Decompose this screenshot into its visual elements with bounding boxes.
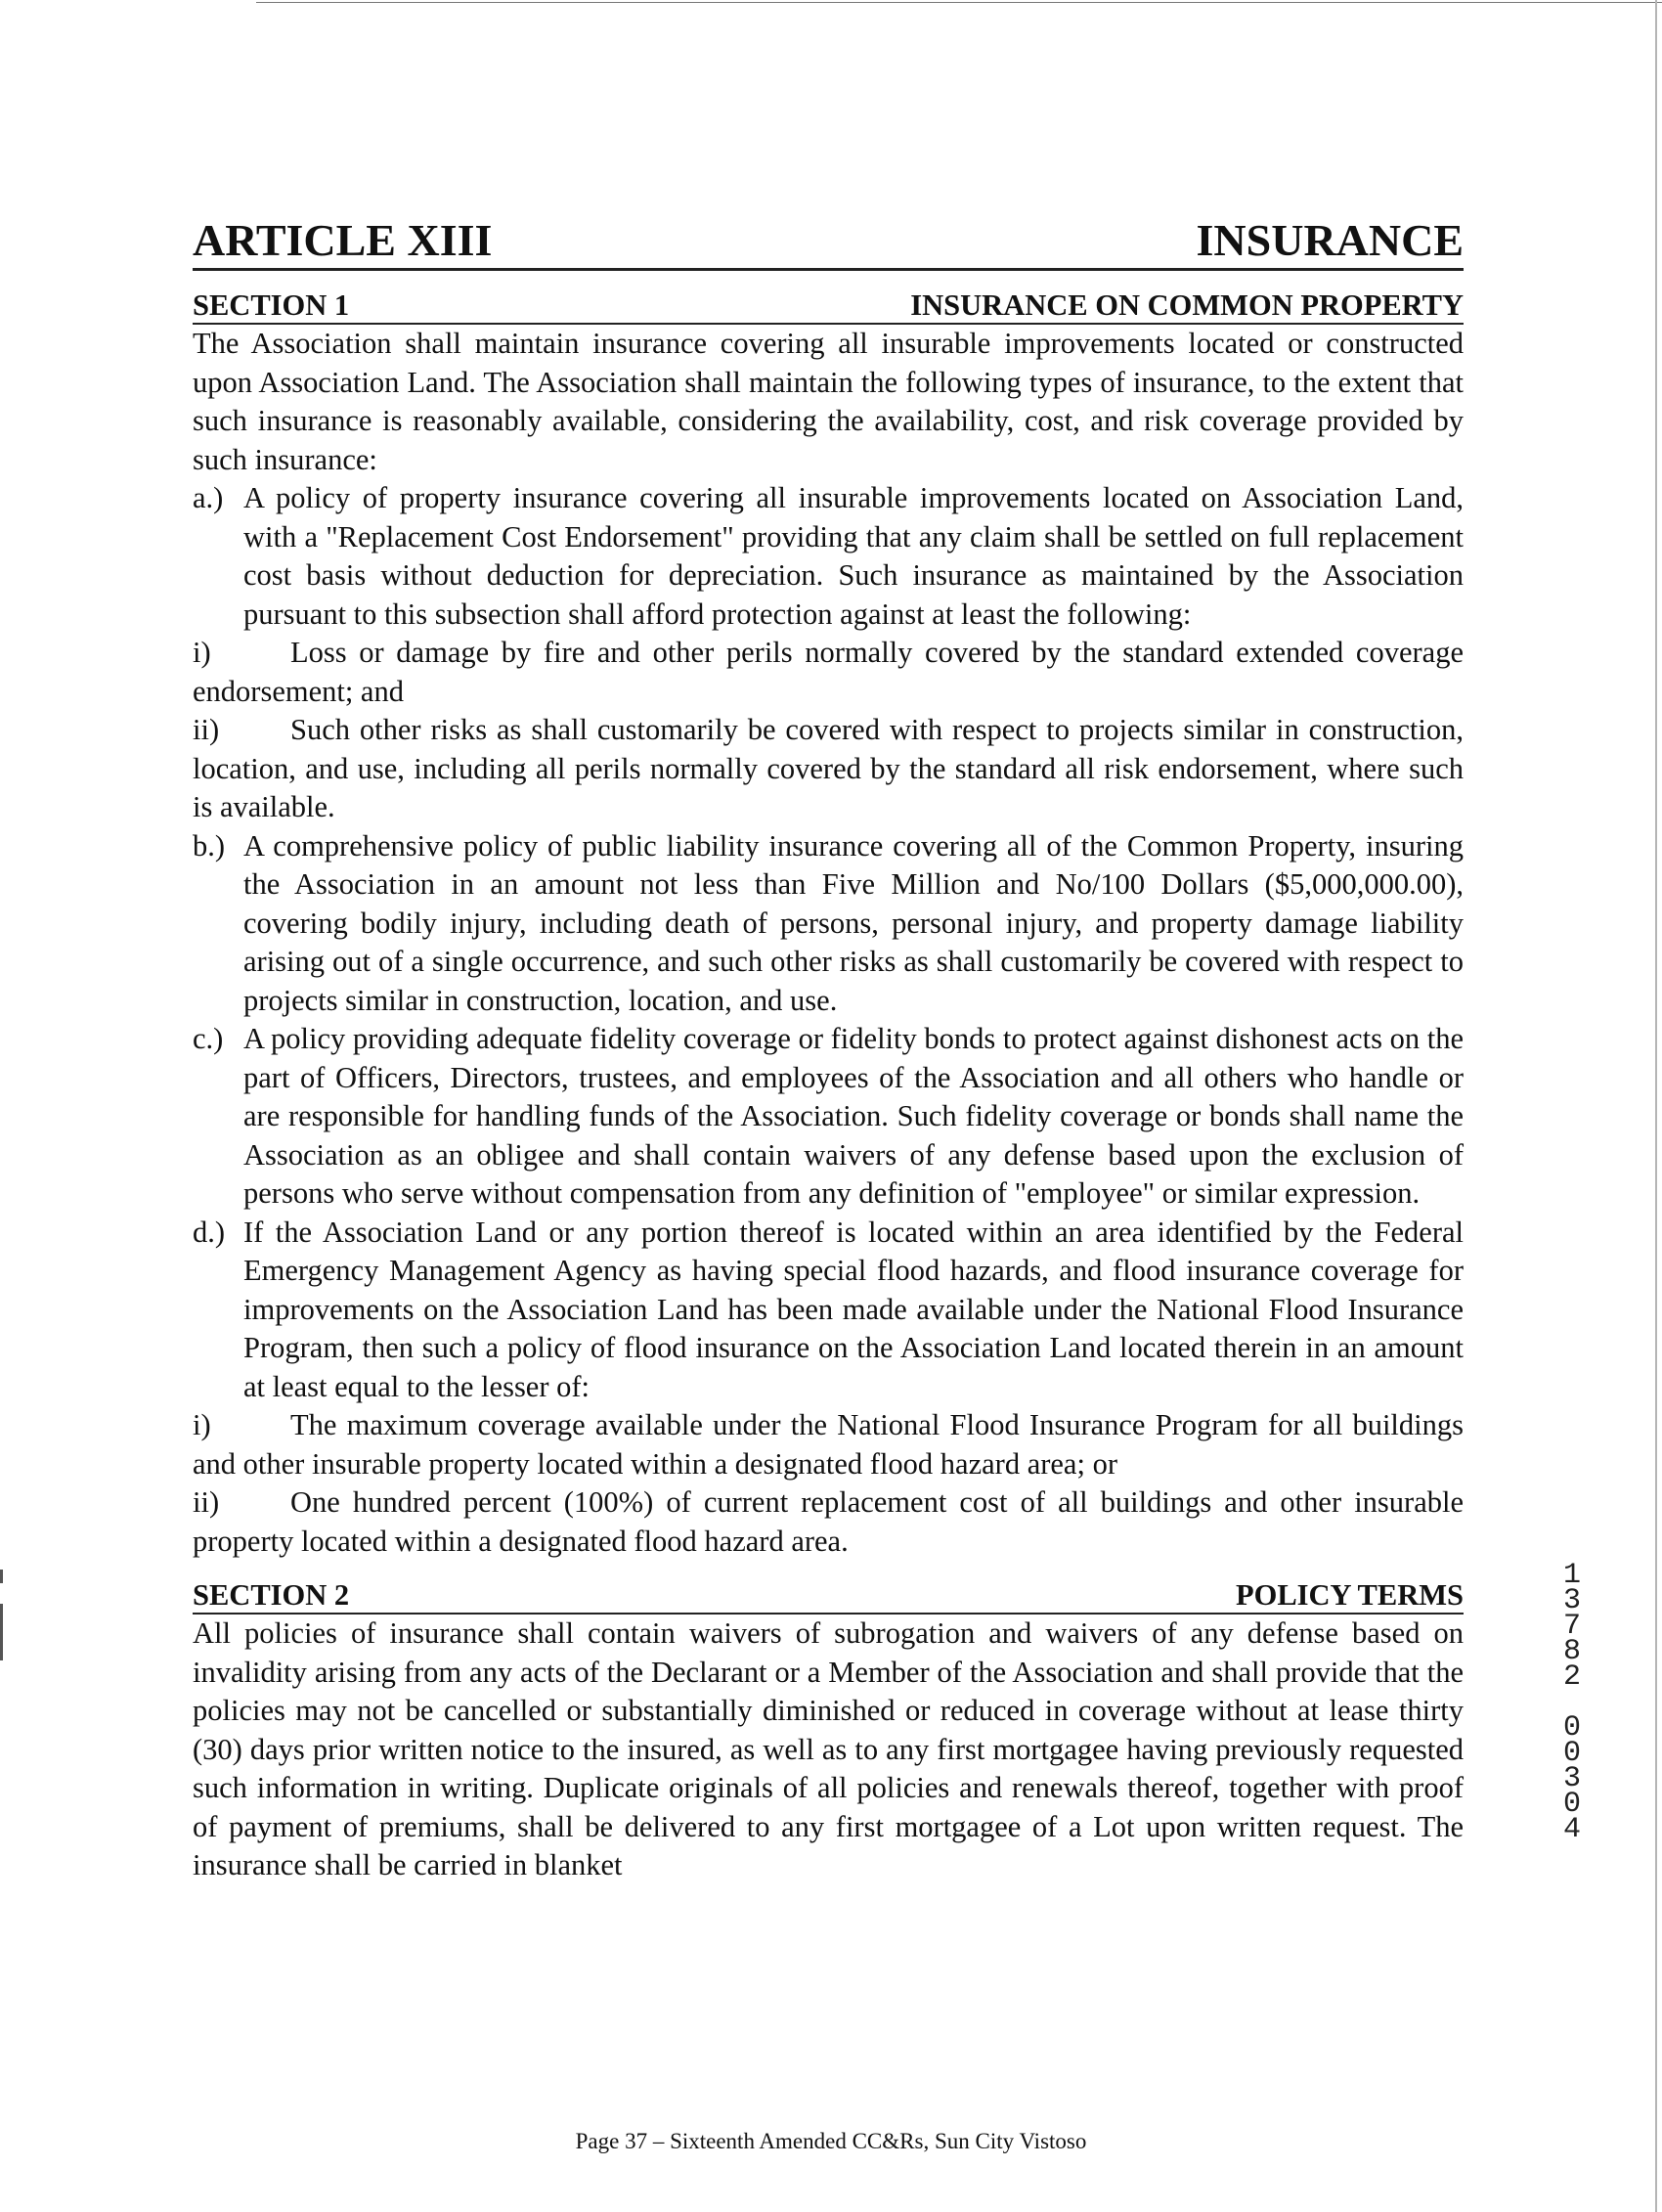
stamp-digit: 0 (1562, 1788, 1581, 1821)
sub-item-text: One hundred percent (100%) of current replacement cost of all buildings and other insurable property located within a designated flood hazard area. (193, 1485, 1464, 1558)
sub-item-d-ii: ii) One hundred percent (100%) of current replacement cost of all buildings and other insurable property located within a designated flood hazard area. (193, 1483, 1464, 1561)
section-1-title: INSURANCE ON COMMON PROPERTY (910, 288, 1464, 322)
document-page (193, 215, 1464, 1885)
section-2-label: SECTION 2 (193, 1578, 350, 1612)
sub-item-text: Loss or damage by fire and other perils normally covered by the standard extended coverage endorsement; and (193, 636, 1464, 708)
article-title: INSURANCE (1196, 215, 1464, 265)
sub-item-text: Such other risks as shall customarily be covered with respect to projects similar in construction, location, and use, including all perils normally covered by the standard all risk endorsement, where such is available. (193, 713, 1464, 823)
list-item-a (193, 479, 1464, 634)
sub-item-a-i: i) Loss or damage by fire and other perils normally covered by the standard extended coverage endorsement; and (193, 634, 1464, 711)
list-item-marker: c.) (193, 1022, 224, 1055)
left-scan-mark (0, 1570, 3, 1583)
section-2-text: All policies of insurance shall contain waivers of subrogation and waivers of any defense based on invalidity arising from any acts of the Declarant or a Member of the Association and shall provide that the policies may not be cancelled or substantially diminished or reduced in coverage without at lease thirty (30) days prior written notice to the insured, as well as to any first mortgagee having previously requested such information in writing. Duplicate originals of all policies and renewals thereof, together with proof of payment of premiums, shall be delivered to any first mortgagee of a Lot upon written request. The insurance shall be carried in blanket (193, 1616, 1464, 1881)
list-item-text: If the Association Land or any portion thereof is located within an area identified by the Federal Emergency Management Agency as having special flood hazards, and flood insurance coverage for improvements on the Association Land has been made available under the National Flood Insurance Program, then such a policy of flood insurance on the Association Land located therein in an amount at least equal to the lesser of: (243, 1215, 1464, 1403)
section-2-header (193, 1578, 1464, 1615)
article-number: ARTICLE XIII (193, 215, 493, 265)
section-1-label: SECTION 1 (193, 288, 350, 322)
article-header (193, 215, 1464, 271)
list-item-c (193, 1020, 1464, 1214)
top-edge-rule (256, 2, 1662, 3)
sub-item-text: The maximum coverage available under the National Flood Insurance Program for all buildings and other insurable property located within a designated flood hazard area; or (193, 1408, 1464, 1481)
stamp-digit: 3 (1562, 1584, 1581, 1617)
sub-item-d-i: i) The maximum coverage available under the National Flood Insurance Program for all buildings and other insurable property located within a designated flood hazard area; or (193, 1406, 1464, 1483)
right-page-edge (1655, 0, 1657, 2212)
list-item-text: A comprehensive policy of public liability insurance covering all of the Common Property, insuring the Association in an amount not less than Five Million and No/100 Dollars ($5,000,000.00), covering bodily injury, including death of persons, personal injury, and property damage liability arising out of a single occurrence, and such other risks as shall customarily be covered with respect to projects similar in construction, location, and use. (243, 828, 1464, 1017)
list-item-b (193, 827, 1464, 1021)
list-item-marker: b.) (193, 828, 226, 863)
recording-stamp (1557, 1559, 1587, 1846)
section-1-header (193, 288, 1464, 325)
stamp-digit: 2 (1562, 1660, 1581, 1694)
list-item-marker: d.) (193, 1215, 226, 1249)
stamp-digit: 3 (1562, 1762, 1581, 1795)
list-item-marker: a.) (193, 481, 224, 514)
stamp-digit: 4 (1562, 1813, 1581, 1846)
section-1-intro: The Association shall maintain insurance covering all insurable improvements located or constructed upon Association Land. The Association shall maintain the following types of insurance, to the extent that such insurance is reasonably available, considering the availability, cost, and risk coverage provided by such insurance: (193, 327, 1464, 476)
list-item-d (193, 1214, 1464, 1407)
sub-item-a-ii: ii) Such other risks as shall customarily be covered with respect to projects similar in construction, location, and use, including all perils normally covered by the standard all risk endorsement, where such is available. (193, 711, 1464, 827)
stamp-digit: 1 (1562, 1559, 1581, 1592)
section-2-title: POLICY TERMS (1235, 1578, 1464, 1612)
list-item-text: A policy of property insurance covering all insurable improvements located on Association Land, with a "Replacement Cost Endorsement" providing that any claim shall be settled on full replacement cost basis without deduction for depreciation. Such insurance as maintained by the Association pursuant to this subsection shall afford protection against at least the following: (243, 481, 1464, 631)
stamp-digit: 0 (1562, 1711, 1581, 1745)
stamp-digit: 8 (1562, 1635, 1581, 1668)
stamp-digit: 0 (1562, 1737, 1581, 1770)
stamp-digit: 7 (1562, 1610, 1581, 1643)
list-item-text: A policy providing adequate fidelity coverage or fidelity bonds to protect against dishonest acts on the part of Officers, Directors, trustees, and employees of the Association and all others who handle or are responsible for handling funds of the Association. Such fidelity coverage or bonds shall name the Association as an obligee and shall contain waivers of any defense based upon the exclusion of persons who serve without compensation from any definition of "employee" or similar expression. (243, 1022, 1464, 1210)
page-footer: Page 37 – Sixteenth Amended CC&Rs, Sun City Vistoso (575, 2129, 1087, 2153)
left-scan-mark (0, 1604, 3, 1660)
